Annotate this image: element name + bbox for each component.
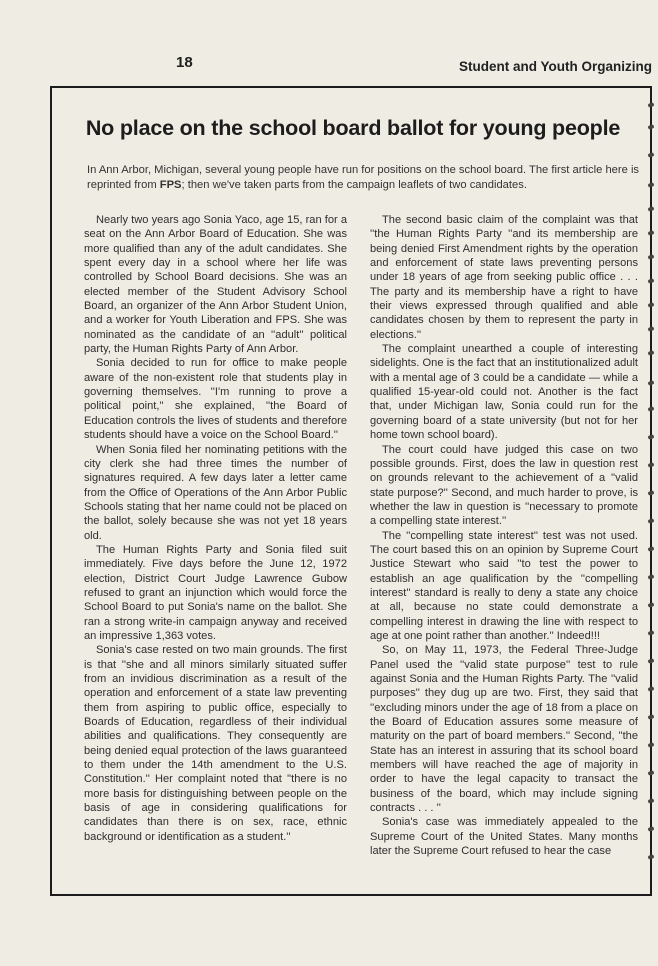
binding-marks	[640, 95, 654, 895]
binding-mark	[647, 826, 654, 832]
binding-mark	[647, 658, 654, 664]
paragraph: So, on May 11, 1973, the Federal Three-Judge Panel used the ''valid state purpose'' test to rule against Sonia and the Human Rights Party. The ''valid purposes'' they dug up are two. First, they said that ''excluding minors under the age of 18 from a place on the Board of Education assures some measure of maturity on the part of board members.'' Second, ''the State has an interest in assuring that its school board members will have reached the age of majority in order to have the legal capacity to transact the business of the board, which may include signing contracts . . . ''	[370, 644, 638, 815]
paragraph: Sonia's case rested on two main grounds. The first is that ''she and all minors similarly situated suffer from an invidious discrimination as a result of the operation and enforcement of a state law preventing them from aspiring to public office, especially to Boards of Education, regardless of their individual abilities and qualifications. They consequently are being denied equal protection of the laws guaranteed to them under the 14th amendment to the U.S. Constitution.'' Her complaint noted that ''there is no more basis for distinguishing between people on the basis of age in considering qualifications for candidates than there is on sex, race, ethnic background or identification as a student.''	[84, 644, 347, 843]
binding-mark	[647, 350, 654, 356]
paragraph: The complaint unearthed a couple of interesting sidelights. One is the fact that an institutionalized adult with a mental age of 3 could be a candidate — while a qualified 15-year-old could not. Another is the fact that, under Michigan law, Sonia could run for the governing board of a state university (but not for her home town school board).	[370, 343, 638, 442]
paragraph: The court could have judged this case on two possible grounds. First, does the law in question rest on grounds relevant to the achievement of a ''valid state purpose?'' Second, and much harder to prove, is whether the law in question is ''necessary to promote a compelling state interest.''	[370, 443, 638, 528]
binding-mark	[647, 152, 654, 158]
right-column	[370, 213, 638, 858]
running-head: Student and Youth Organizing	[459, 59, 652, 74]
binding-mark	[647, 546, 654, 552]
binding-mark	[647, 686, 654, 692]
binding-mark	[647, 462, 654, 468]
binding-mark	[647, 278, 654, 284]
left-column	[84, 213, 347, 844]
paragraph: Sonia decided to run for office to make people aware of the non-existent role that students play in governing themselves. ''I'm running to prove a political point,'' she explained, ''the Board of Education controls the lives of students and therefore students should have a voice on the School Board.''	[84, 357, 347, 442]
binding-mark	[647, 490, 654, 496]
article-frame	[50, 86, 652, 896]
binding-mark	[647, 518, 654, 524]
binding-mark	[647, 380, 654, 386]
binding-mark	[647, 206, 654, 212]
paragraph: The second basic claim of the complaint was that ''the Human Rights Party ''and its membership are being denied First Amendment rights by the operation and enforcement of state laws preventing persons under 18 years of age from seeking public office . . . The party and its membership have a right to have their views expressed through qualified and able candidates chosen by them to represent the party in elections.''	[370, 214, 638, 341]
article-headline: No place on the school board ballot for young people	[85, 116, 621, 140]
binding-mark	[647, 714, 654, 720]
intro-text: ; then we've taken parts from the campaign leaflets of two candidates.	[181, 179, 527, 191]
paragraph: The ''compelling state interest'' test was not used. The court based this on an opinion by Supreme Court Justice Stewart who said ''to test the power to establish an age qualification by the ''compelling interest'' standard is really to deny a state any choice at all, because no state could demonstrate a compelling interest in drawing the line with respect to age at one point rather than another.'' Indeed!!!	[370, 529, 638, 642]
binding-mark	[647, 182, 654, 188]
binding-mark	[647, 406, 654, 412]
binding-mark	[647, 230, 654, 236]
paragraph: The Human Rights Party and Sonia filed suit immediately. Five days before the June 12, 1972 election, District Court Judge Lawrence Gubow refused to grant an injunction which would force the School Board to put Sonia's name on the ballot. She ran a strong write-in campaign anyway and received an impressive 1,363 votes.	[84, 543, 347, 642]
binding-mark	[647, 302, 654, 308]
paragraph: Sonia's case was immediately appealed to the Supreme Court of the United States. Many months later the Supreme Court refused to hear the case	[370, 816, 638, 858]
intro-publication-name: FPS	[159, 179, 182, 191]
binding-mark	[647, 102, 654, 108]
binding-mark	[647, 798, 654, 804]
binding-mark	[647, 124, 654, 130]
binding-mark	[647, 574, 654, 580]
intro-text: In Ann Arbor, Michigan, several young people have run for positions on the school board. The first article here is reprinted from	[87, 164, 640, 191]
paragraph: Nearly two years ago Sonia Yaco, age 15, ran for a seat on the Ann Arbor Board of Education. She was more qualified than any of the adult candidates. She spent every day in a school where her life was controlled by School Board decisions. She was an elected member of the Student Advisory School Board, an organizer of the Ann Arbor Student Union, and a worker for Youth Liberation and FPS. She was nominated as the candidate of an ''adult'' political party, the Human Rights Party of Ann Arbor.	[84, 214, 347, 356]
binding-mark	[647, 254, 654, 260]
binding-mark	[647, 602, 654, 608]
page-number: 18	[176, 54, 193, 71]
binding-mark	[647, 434, 654, 440]
binding-mark	[647, 630, 654, 636]
article-intro	[87, 163, 657, 193]
paragraph: When Sonia filed her nominating petitions with the city clerk she had three times the number of signatures required. A few days later a letter came from the Office of Operations of the Ann Arbor Public Schools stating that her name could not be placed on the ballot, solely because she was not yet 18 years old.	[84, 443, 347, 542]
binding-mark	[647, 742, 654, 748]
binding-mark	[647, 326, 654, 332]
binding-mark	[647, 854, 654, 860]
binding-mark	[647, 770, 654, 776]
